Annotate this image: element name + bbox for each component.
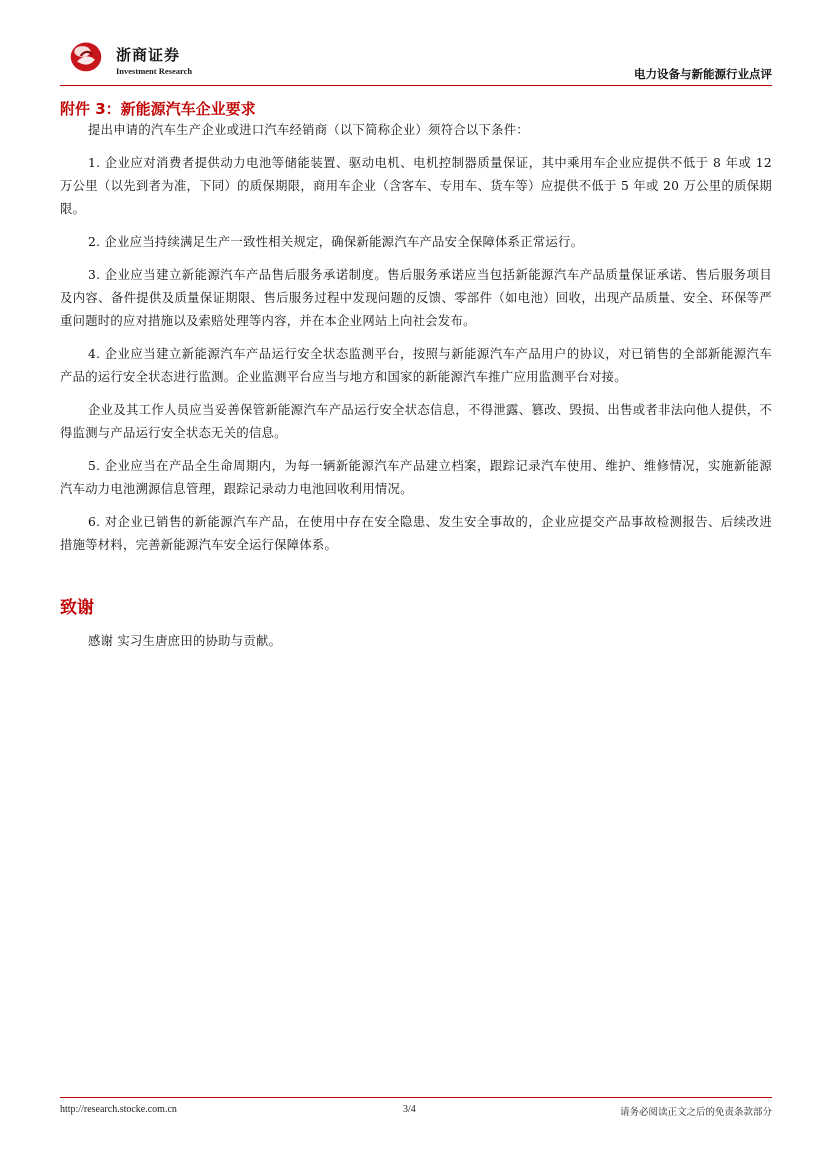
appendix-paragraph: 6. 对企业已销售的新能源汽车产品，在使用中存在安全隐患、发生安全事故的，企业应提交产品事故检测报告、后续改进措施等材料，完善新能源汽车安全运行保障体系。 bbox=[60, 515, 772, 552]
zheshang-securities-logo-icon bbox=[68, 38, 104, 74]
page-content bbox=[60, 96, 772, 653]
report-type: 电力设备与新能源行业点评 bbox=[634, 67, 772, 81]
appendix-paragraph: 4. 企业应当建立新能源汽车产品运行安全状态监测平台，按照与新能源汽车产品用户的协议，对已销售的全部新能源汽车产品的运行安全状态进行监测。企业监测平台应当与地方和国家的新能源汽车推广应用监测平台对接。 bbox=[60, 347, 772, 384]
appendix-paragraph: 企业及其工作人员应当妥善保管新能源汽车产品运行安全状态信息，不得泄露、篡改、毁损、出售或者非法向他人提供，不得监测与产品运行安全状态无关的信息。 bbox=[60, 403, 772, 440]
footer-divider bbox=[60, 1097, 772, 1098]
appendix-paragraph: 2. 企业应当持续满足生产一致性相关规定，确保新能源汽车产品安全保障体系正常运行。 bbox=[88, 235, 584, 249]
header-divider bbox=[60, 85, 772, 86]
thanks-text: 感谢 实习生唐庶田的协助与贡献。 bbox=[88, 634, 282, 648]
appendix-title: 附件 3：新能源汽车企业要求 bbox=[60, 100, 256, 118]
appendix-paragraph: 5. 企业应当在产品全生命周期内，为每一辆新能源汽车产品建立档案，跟踪记录汽车使用、维护、维修情况，实施新能源汽车动力电池溯源信息管理，跟踪记录动力电池回收利用情况。 bbox=[60, 459, 772, 496]
logo-chinese-name: 浙商证券 bbox=[116, 46, 181, 64]
page-number: 3/4 bbox=[403, 1104, 416, 1115]
thanks-title: 致谢 bbox=[60, 598, 94, 618]
appendix-paragraph: 3. 企业应当建立新能源汽车产品售后服务承诺制度。售后服务承诺应当包括新能源汽车产品质量保证承诺、售后服务项目及内容、备件提供及质量保证期限、售后服务过程中发现问题的反馈、零部件（如电池）回收，出现产品质量、安全、环保等严重问题时的应对措施以及索赔处理等内容，并在本企业网站上向社会发布。 bbox=[60, 268, 772, 328]
logo-english-name: Investment Research bbox=[116, 66, 193, 76]
appendix-paragraph: 1. 企业应对消费者提供动力电池等储能装置、驱动电机、电机控制器质量保证，其中乘用车企业应提供不低于 8 年或 12 万公里（以先到者为准，下同）的质保期限，商用车企业（含客车、专用车、货车等）应提供不低于 5 年或 20 万公里的质保期限。 bbox=[60, 156, 772, 216]
footer-url[interactable]: http://research.stocke.com.cn bbox=[60, 1104, 177, 1115]
footer-disclaimer: 请务必阅读正文之后的免责条款部分 bbox=[619, 1107, 772, 1118]
appendix-paragraph: 提出申请的汽车生产企业或进口汽车经销商（以下简称企业）须符合以下条件： bbox=[88, 123, 529, 137]
page-header bbox=[60, 38, 772, 86]
